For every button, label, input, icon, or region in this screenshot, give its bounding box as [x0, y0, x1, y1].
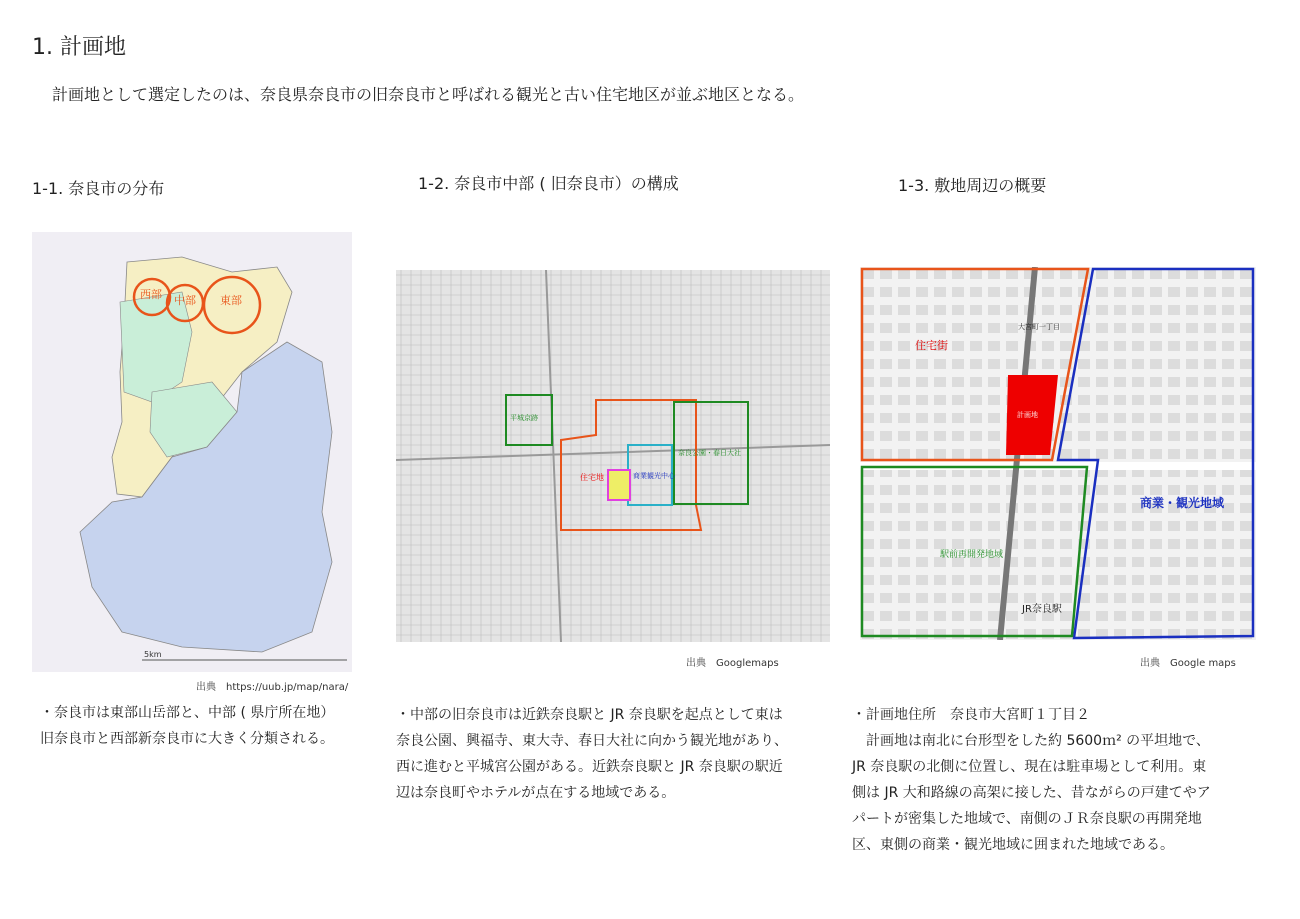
intro-text: 計画地として選定したのは、奈良県奈良市の旧奈良市と呼ばれる観光と古い住宅地区が並ぶ地区となる。 [52, 85, 805, 104]
section-3-credit: 出典 Google maps [1140, 658, 1236, 669]
central-nara-map [396, 270, 830, 642]
heijo-label: 平城京跡 [510, 414, 538, 422]
section-1-text: ・奈良市は東部山岳部と、中部 ( 県庁所在地） 旧奈良市と西部新奈良市に大きく分類される。 [40, 705, 335, 747]
commercial-label: 商業・観光地域 [1140, 496, 1225, 510]
page-title: 1. 計画地 [32, 35, 126, 60]
east-label: 東部 [220, 294, 242, 307]
section-3-heading: 1-3. 敷地周辺の概要 [898, 176, 1047, 195]
residential-label: 住宅街 [915, 339, 948, 352]
street-label: 大宮町一丁目 [1018, 323, 1060, 331]
nara-city-map [32, 232, 352, 672]
site-area-map [860, 267, 1256, 640]
central-label: 中部 [174, 294, 196, 307]
station-label: JR奈良駅 [1022, 604, 1062, 615]
section-2-credit: 出典 Googlemaps [686, 658, 779, 669]
section-2-text: ・中部の旧奈良市は近鉄奈良駅と JR 奈良駅を起点として東は 奈良公園、興福寺、東大寺、春日大社に向かう観光地があり、 西に進むと平城宮公園がある。近鉄奈良駅と JR 奈良駅の駅近 辺は奈良町やホテルが点在する地域である。 [396, 707, 788, 801]
site-label: 計画地 [1017, 411, 1038, 419]
section-1-heading: 1-1. 奈良市の分布 [32, 179, 165, 198]
residential-label: 住宅地 [580, 473, 604, 482]
center-label: 商業観光中心 [633, 472, 675, 480]
redevelopment-label: 駅前再開発地域 [940, 550, 1004, 560]
section-2-heading: 1-2. 奈良市中部 ( 旧奈良市）の構成 [418, 174, 679, 193]
park-label: 奈良公園・春日大社 [678, 449, 741, 457]
section-3-text: ・計画地住所 奈良市大宮町１丁目２ 計画地は南北に台形型をした約 5600ｍ² の平坦地で、 JR 奈良駅の北側に位置し、現在は駐車場として利用。東 側は JR 大和路線の高架に接した、昔ながらの戸建てやア パートが密集した地域で、南側のＪＲ奈良駅の再開発地 区、東側の商業・観光地域に囲まれた地域である。 [852, 707, 1211, 853]
scale-label: 5km [144, 650, 162, 659]
section-1-credit: 出典 https://uub.jp/map/nara/ [196, 682, 349, 693]
west-label: 西部 [140, 288, 162, 301]
